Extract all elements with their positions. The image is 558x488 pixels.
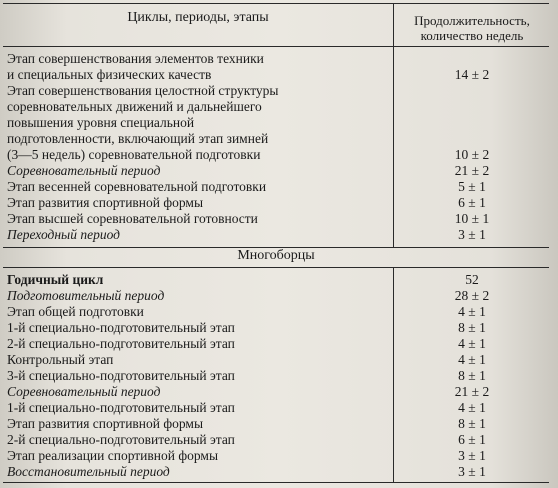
row-label: Этап совершенствования целостной структуры <box>7 83 279 98</box>
table-row <box>3 384 549 400</box>
row-label: и специальных физических качеств <box>7 67 212 82</box>
row-label: подготовленности, включающий этап зимней <box>7 131 269 146</box>
table-row <box>3 67 549 83</box>
table-row <box>3 368 549 384</box>
row-label: 3-й специально-подготовительный этап <box>7 368 235 383</box>
table-row <box>3 464 549 480</box>
training-cycles-table <box>3 3 549 483</box>
table-body <box>3 4 549 482</box>
row-label: соревновательных движений и дальнейшего <box>7 99 262 114</box>
row-duration: 3 ± 1 <box>458 464 486 479</box>
row-duration: 4 ± 1 <box>458 304 486 319</box>
table-row <box>3 288 549 304</box>
row-duration: 4 ± 1 <box>458 352 486 367</box>
row-label: 1-й специально-подготовительный этап <box>7 320 235 335</box>
row-label: Контрольный этап <box>7 352 114 367</box>
row-duration: 8 ± 1 <box>458 320 486 335</box>
row-label: Переходный период <box>7 227 120 242</box>
row-label: Подготовительный период <box>7 288 165 303</box>
row-label: 2-й специально-подготовительный этап <box>7 432 235 447</box>
header-duration-line2: количество недель <box>420 28 524 43</box>
row-duration: 6 ± 1 <box>458 432 486 447</box>
section-title-multievent: Многоборцы <box>237 248 315 263</box>
row-label: Этап высшей соревновательной готовности <box>7 211 258 226</box>
table-row <box>3 416 549 432</box>
row-duration: 10 ± 2 <box>454 147 490 162</box>
row-label: Этап развития спортивной формы <box>7 416 204 431</box>
table-row <box>3 147 549 163</box>
table-row <box>3 227 549 243</box>
row-label: Этап реализации спортивной формы <box>7 448 219 463</box>
row-duration: 8 ± 1 <box>458 416 486 431</box>
row-label: 2-й специально-подготовительный этап <box>7 336 235 351</box>
row-label: (3—5 недель) соревновательной подготовки <box>7 147 261 162</box>
row-duration: 4 ± 1 <box>458 400 486 415</box>
row-duration: 28 ± 2 <box>454 288 490 303</box>
row-label: Годичный цикл <box>7 272 104 287</box>
row-label: 1-й специально-подготовительный этап <box>7 400 235 415</box>
row-label: Этап весенней соревновательной подготовки <box>7 179 267 194</box>
row-duration: 6 ± 1 <box>458 195 486 210</box>
table-row <box>3 448 549 464</box>
row-duration: 4 ± 1 <box>458 336 486 351</box>
row-duration: 52 <box>465 272 479 287</box>
header-cycles-periods-stages: Циклы, периоды, этапы <box>127 10 269 25</box>
table-row <box>3 195 549 211</box>
row-duration: 3 ± 1 <box>458 227 486 242</box>
row-label: Восстановительный период <box>7 464 170 479</box>
row-label: повышения уровня специальной <box>7 115 195 130</box>
table-row <box>3 304 549 320</box>
table-row <box>3 99 549 115</box>
row-duration: 5 ± 1 <box>458 179 486 194</box>
row-duration: 3 ± 1 <box>458 448 486 463</box>
table-row <box>3 400 549 416</box>
table-row <box>3 320 549 336</box>
row-duration: 14 ± 2 <box>454 67 490 82</box>
table-row <box>3 131 549 147</box>
table-row <box>3 83 549 99</box>
table-row <box>3 51 549 67</box>
table-row <box>3 272 549 288</box>
row-label: Этап общей подготовки <box>7 304 144 319</box>
table-row <box>3 211 549 227</box>
table-row <box>3 179 549 195</box>
table-row <box>3 352 549 368</box>
header-duration-line1: Продолжительность, <box>414 13 530 28</box>
row-duration: 21 ± 2 <box>454 163 490 178</box>
row-label: Этап развития спортивной формы <box>7 195 204 210</box>
row-duration: 8 ± 1 <box>458 368 486 383</box>
row-label: Этап совершенствования элементов техники <box>7 51 264 66</box>
row-label: Соревновательный период <box>7 163 161 178</box>
table-row <box>3 115 549 131</box>
table-row <box>3 336 549 352</box>
table-row <box>3 432 549 448</box>
table-row <box>3 163 549 179</box>
row-duration: 10 ± 1 <box>454 211 490 226</box>
row-duration: 21 ± 2 <box>454 384 490 399</box>
row-label: Соревновательный период <box>7 384 161 399</box>
